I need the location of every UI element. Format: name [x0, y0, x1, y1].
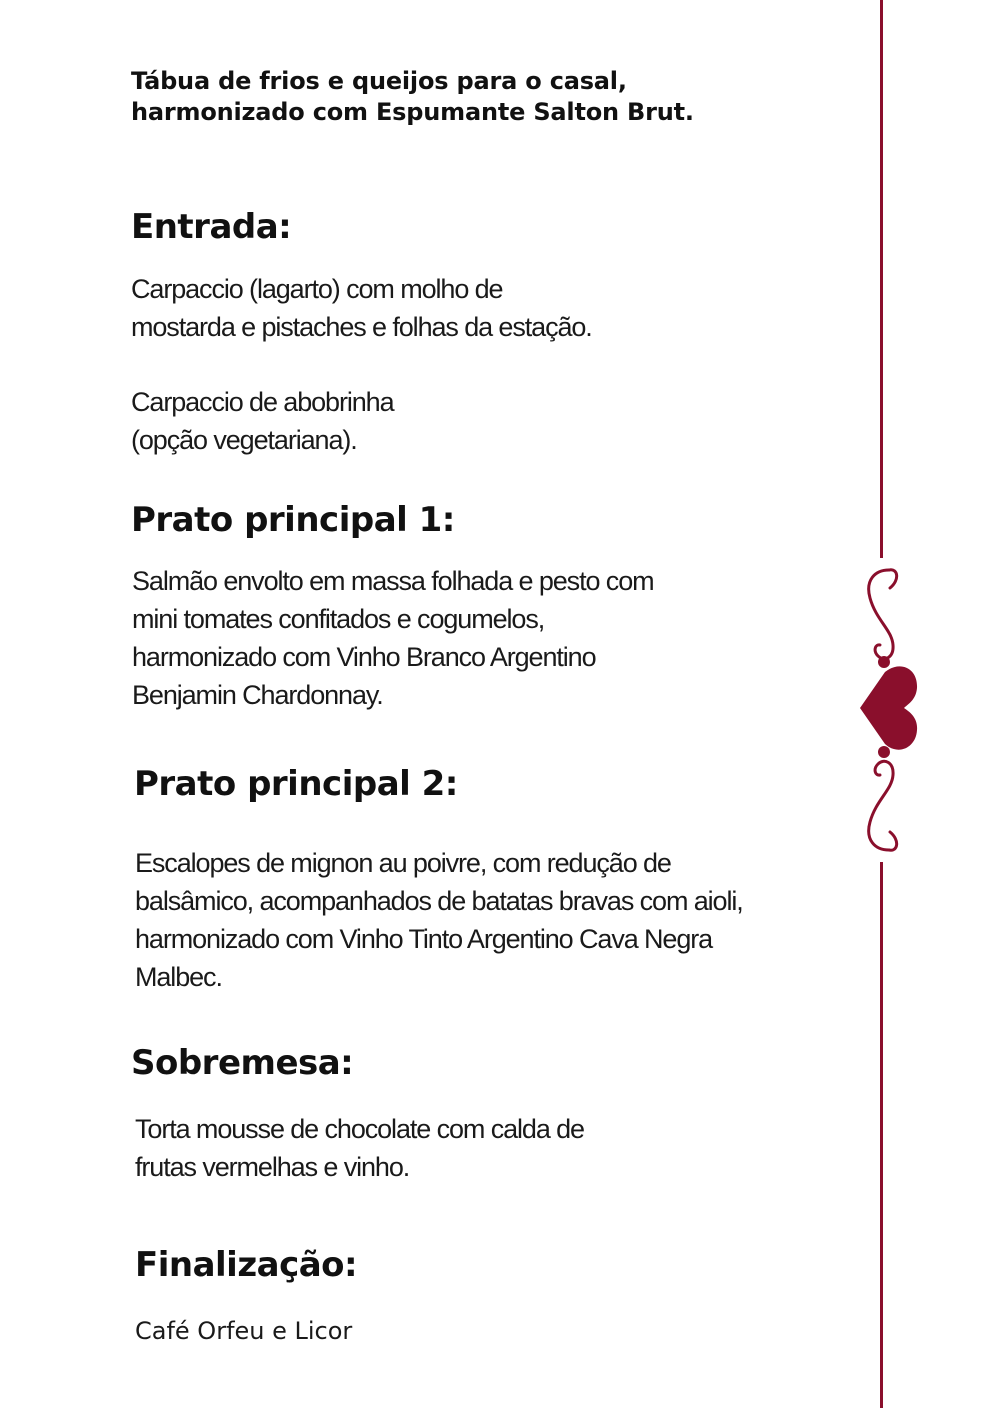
section-title-prato-1: Prato principal 1: — [131, 500, 455, 540]
text-line: Carpaccio (lagarto) com molho de — [131, 274, 503, 304]
entrada-item-1 — [131, 270, 592, 346]
section-title-finalizacao: Finalização: — [135, 1245, 358, 1285]
text-line: frutas vermelhas e vinho. — [135, 1152, 410, 1182]
finalizacao-description — [135, 1316, 352, 1346]
text-line: (opção vegetariana). — [131, 425, 357, 455]
divider-line-bottom — [880, 862, 883, 1408]
section-title-entrada: Entrada: — [131, 207, 292, 247]
text-line: balsâmico, acompanhados de batatas bravas com aioli, — [135, 886, 743, 916]
text-line: mostarda e pistaches e folhas da estação. — [131, 312, 592, 342]
text-line: Torta mousse de chocolate com calda de — [135, 1114, 584, 1144]
section-title-sobremesa: Sobremesa: — [131, 1043, 354, 1083]
entrada-item-2 — [131, 383, 394, 459]
sobremesa-description — [135, 1110, 584, 1186]
intro-line-1: Tábua de frios e queijos para o casal, — [131, 67, 627, 95]
text-line: Salmão envolto em massa folhada e pesto com — [132, 566, 654, 596]
text-line: Escalopes de mignon au poivre, com redução de — [135, 848, 671, 878]
prato-1-description — [132, 562, 654, 714]
heart-scroll-icon — [840, 550, 940, 870]
prato-2-description — [135, 844, 743, 996]
text-line: harmonizado com Vinho Tinto Argentino Cava Negra — [135, 924, 713, 954]
text-line: Benjamin Chardonnay. — [132, 680, 383, 710]
text-line: mini tomates confitados e cogumelos, — [132, 604, 545, 634]
text-line: harmonizado com Vinho Branco Argentino — [132, 642, 596, 672]
intro-text — [131, 66, 694, 128]
section-title-prato-2: Prato principal 2: — [134, 764, 458, 804]
divider-line-top — [880, 0, 883, 558]
intro-line-2: harmonizado com Espumante Salton Brut. — [131, 98, 694, 126]
text-line: Malbec. — [135, 962, 222, 992]
text-line: Café Orfeu e Licor — [135, 1317, 353, 1345]
text-line: Carpaccio de abobrinha — [131, 387, 394, 417]
